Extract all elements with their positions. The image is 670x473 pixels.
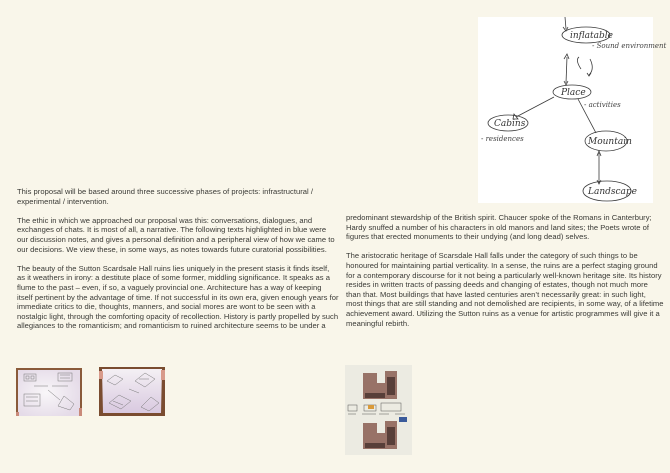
paragraph-stewardship: predominant stewardship of the British spirit. Chaucer spoke of the Romans in Canterbury; Hardy snuffed a number of his characters in old manors and land sites; the Poets wrote of figures that erected monuments to their undying (and long dead) selves. [346,213,652,242]
paragraph-beauty: The beauty of the Sutton Scardsale Hall ruins lies uniquely in the present stasis it finds itself, as it weathers in irony: a destitute place of some former, middling significance. It speaks as a flume to the past – even, if so, a vaguely provincial one. Architecture has a way of keeping itself pertinent by the advantage of time. If not successful in its own era, given enough years for immediate critics to die, thoughts, manners, and social mores are wont to be seen with a nostalgic light, through the comforting opacity of recollection. History is partly propelled by such allegiances to the romanticism; and romanticism to ruined architecture seems to be under a [17,263,339,331]
loop-arrow-right [589,59,592,75]
node-cabins-label: Cabins [494,119,526,129]
edge-inflatable-place [566,57,567,83]
node-cabins-note: - residences [481,135,524,143]
diagram-svg [478,17,667,203]
text-column-right [346,213,664,338]
node-inflatable-label: inflatable [570,31,613,41]
concept-diagram-sketch [478,17,667,203]
paragraph-phases: This proposal will be based around three successive phases of projects: infrastructural / experimental / intervention. [17,187,313,206]
edge-incoming [565,17,566,29]
sketch-photo-thumbnail-1 [16,368,82,416]
paragraph-ethic: The ethic in which we approached our proposal was this: conversations, dialogues, and exchanges of chats. It is most of all, a narrative. The following texts highlighted in blue were our discussion notes, and gives a personal definition and a peripheral view of how we came to our decisions. We view these, in some ways, as notes towards future curatorial possibilities. [17,215,335,254]
sketch-photo-thumbnail-2 [99,367,165,416]
edge-place-cabins [516,97,554,117]
loop-arrow-left [577,57,581,69]
node-landscape-label: Landscape [588,187,638,197]
node-inflatable-note: - Sound environment [592,42,667,50]
paragraph-heritage: The aristocratic heritage of Scarsdale Hall falls under the category of such things to be honoured for maintaining partial verticality. In a sense, the ruins are a perfect staging ground for a contemporary discourse for it not being a particularly well-known heritage site. Its history resides in written tracts of passing deeds and changing of estates, though not much more than that. Most buildings that have lasted centuries aren’t necessarily great: in such light, most things that are still standing and not demolished are recipients, in some way, of a lifetime achievement award. Utilizing the Sutton ruins as a venue for artistic programmes will give it a meaningful rebirth. [346,251,664,328]
node-mountain-label: Mountain [588,137,632,147]
node-place-note: - activities [584,101,621,109]
text-column-left [17,187,339,341]
node-place-label: Place [561,88,586,98]
collage-print-thumbnail [345,365,412,455]
